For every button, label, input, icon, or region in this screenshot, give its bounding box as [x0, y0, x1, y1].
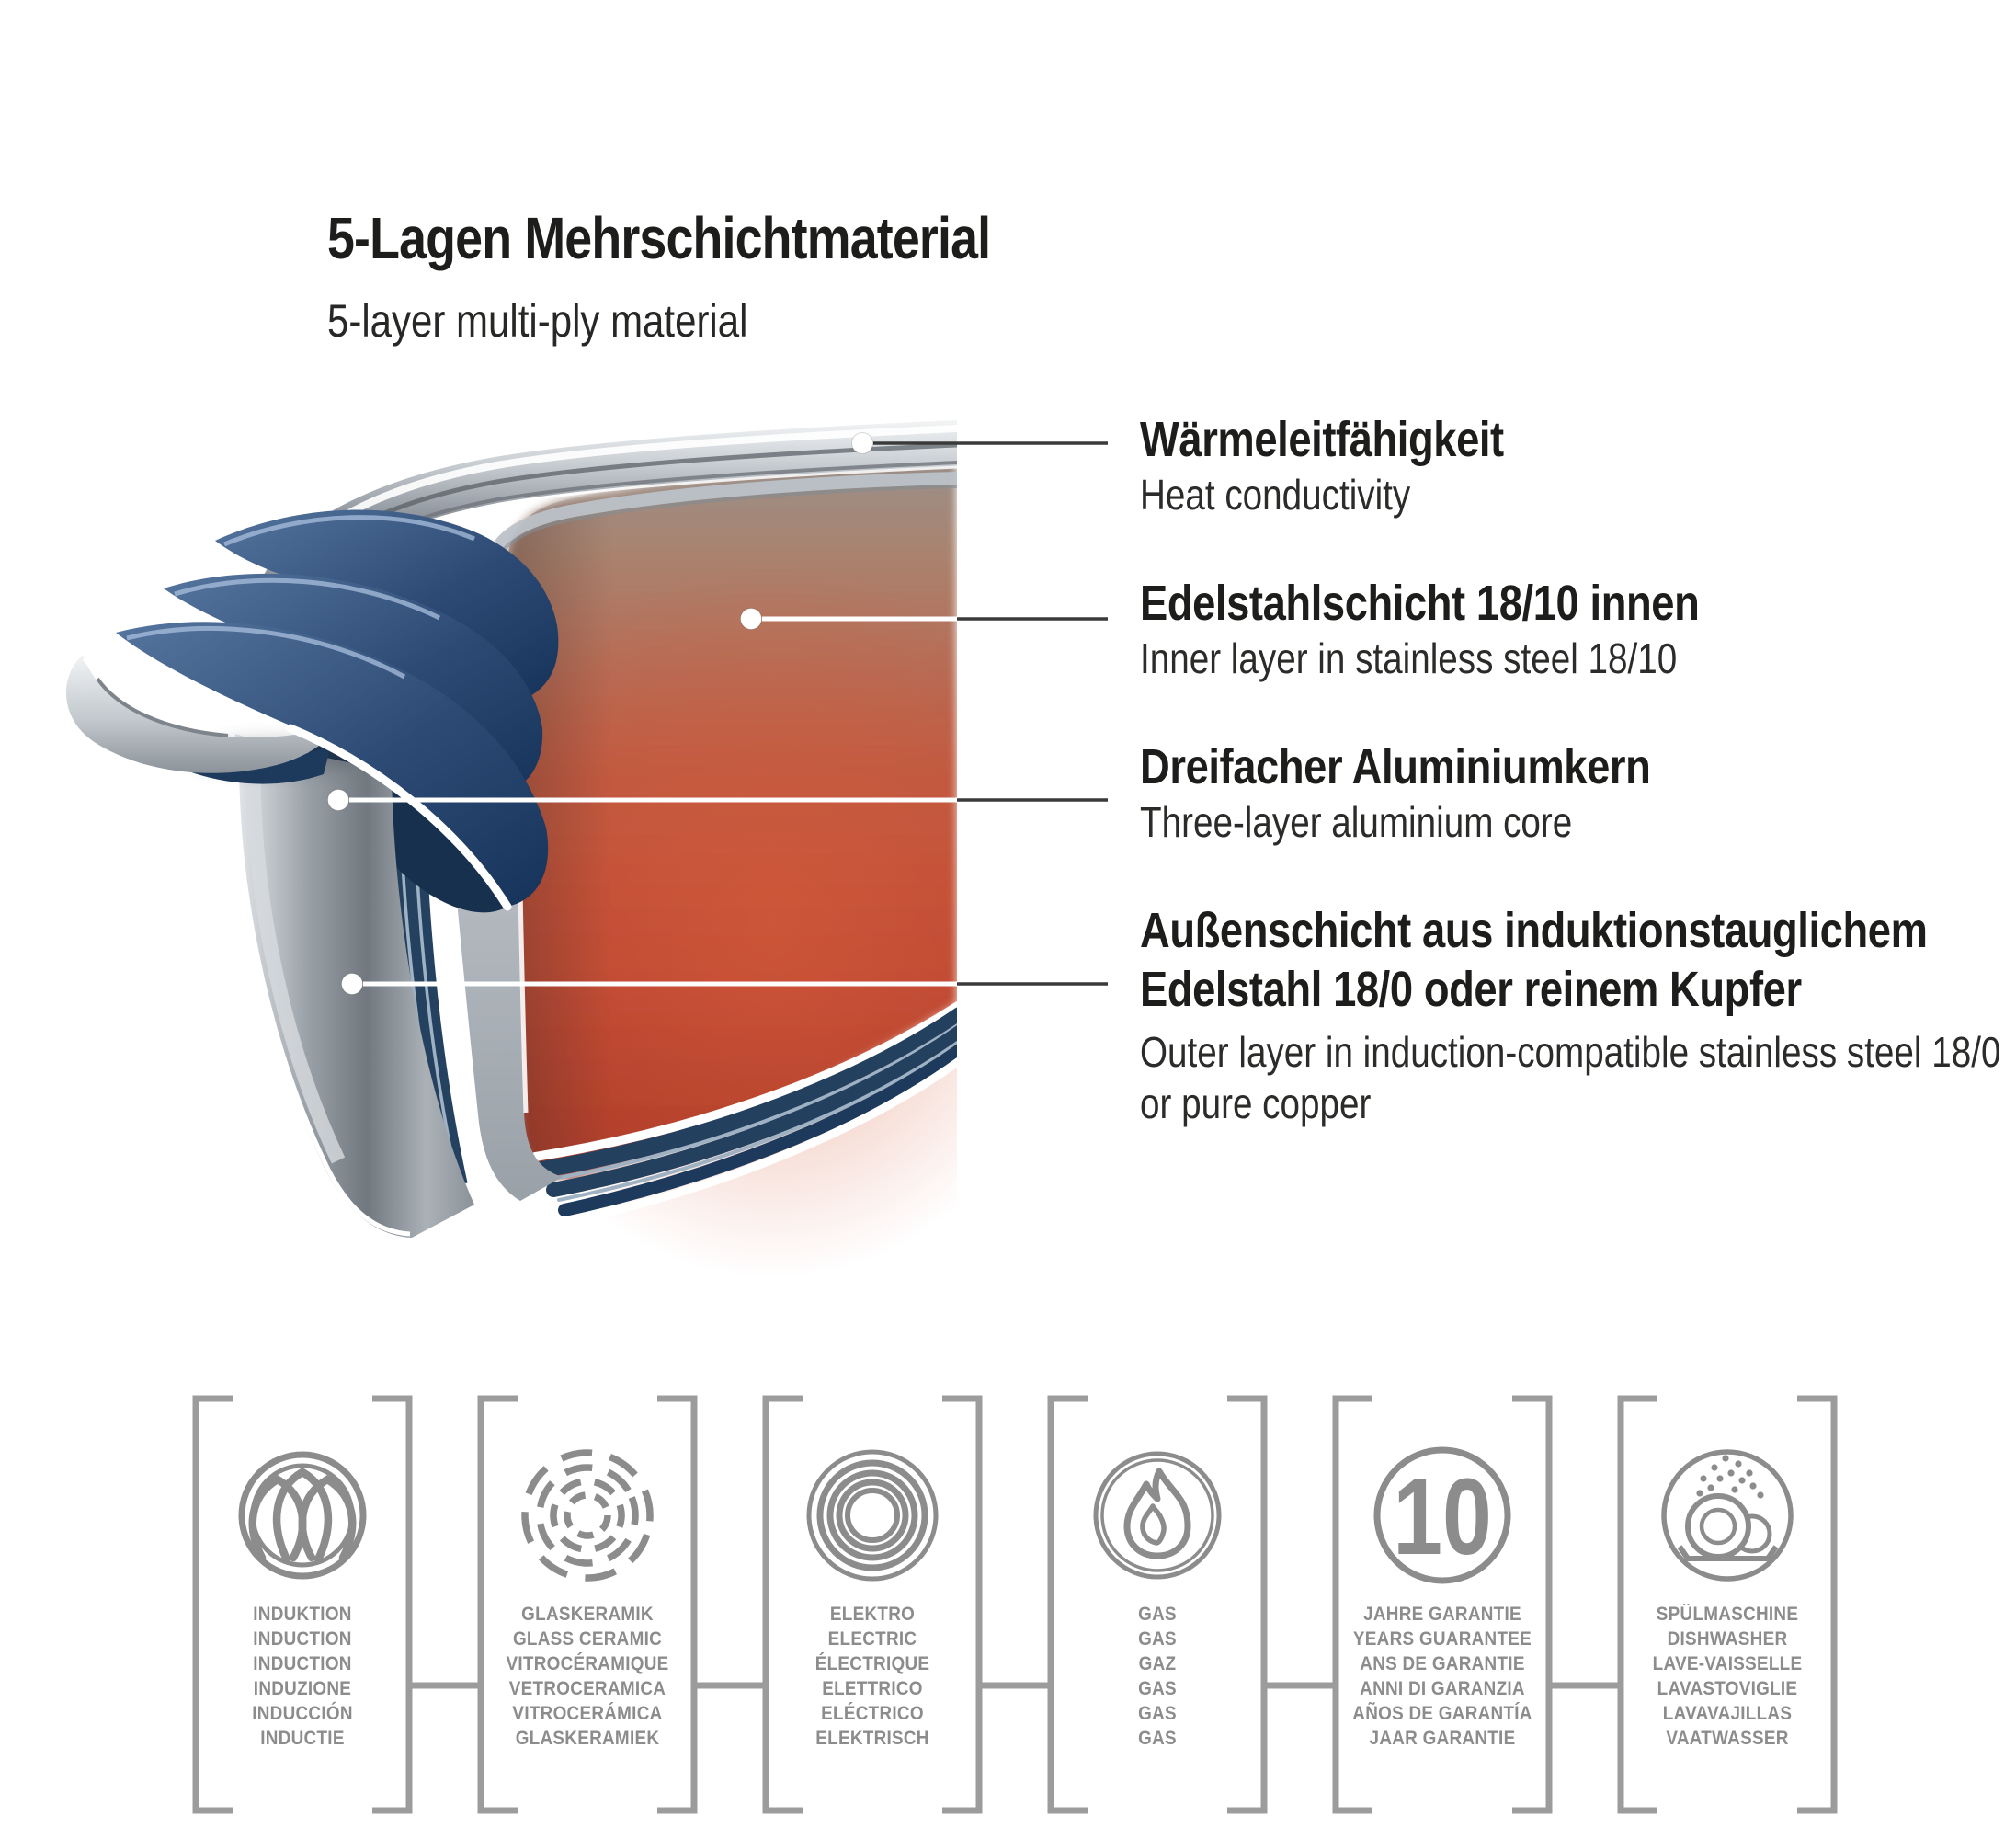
compatibility-row: [196, 1399, 1834, 1810]
callout-dot-heat: [852, 433, 873, 454]
water-spray-dots: [1696, 1455, 1763, 1498]
panel-label-glass-ceramic: GLASKERAMIK GLASS CERAMIC VITROCÉRAMIQUE VETROCERAMICA VITROCERÁMICA GLASKERAMIEK: [506, 1604, 669, 1749]
callout-dot-aluminium-core: [328, 790, 349, 811]
callout-outer-layer-sub-line2: or pure copper: [1140, 1079, 1372, 1127]
panel-label-dishwasher: SPÜLMASCHINE DISHWASHER LAVE-VAISSELLE LAVASTOVIGLIE LAVAVAJILLAS VAATWASSER: [1652, 1604, 1803, 1749]
gas-icon: [1096, 1454, 1219, 1577]
guarantee-badge-number: 10: [1393, 1455, 1492, 1578]
page-title: 5-Lagen Mehrschichtmaterial: [327, 205, 991, 271]
callout-aluminium-core-title: Dreifacher Aluminiumkern: [1140, 739, 1651, 794]
panel-label-induction: INDUKTION INDUCTION INDUCTION INDUZIONE INDUCCIÓN INDUCTIE: [252, 1604, 353, 1749]
panel-brackets: [196, 1399, 1834, 1810]
panel-label-gas: GAS GAS GAZ GAS GAS GAS: [1138, 1604, 1177, 1749]
panel-label-electric: ELEKTRO ELECTRIC ÉLECTRIQUE ELETTRICO ELÉCTRICO ELEKTRISCH: [814, 1604, 930, 1749]
guarantee-10-icon: [1377, 1450, 1508, 1581]
panel-label-guarantee: JAHRE GARANTIE YEARS GUARANTEE ANS DE GARANTIE ANNI DI GARANZIA AÑOS DE GARANTÍA JAAR GARANTIE: [1352, 1604, 1532, 1749]
callout-heat-sub: Heat conductivity: [1140, 471, 1411, 519]
dishwasher-icon: [1664, 1452, 1791, 1579]
induction-icon: [242, 1455, 363, 1576]
callout-dot-inner-layer: [741, 609, 762, 630]
callout-heat-title: Wärmeleitfähigkeit: [1140, 412, 1504, 467]
callout-outer-layer-title-line2: Edelstahl 18/0 oder reinem Kupfer: [1140, 962, 1802, 1017]
page-subtitle: 5-layer multi-ply material: [327, 295, 748, 347]
callout-inner-layer-sub: Inner layer in stainless steel 18/10: [1140, 634, 1678, 682]
callout-outer-layer-sub-line1: Outer layer in induction-compatible stainless steel 18/0: [1140, 1028, 2001, 1076]
callout-inner-layer-title: Edelstahlschicht 18/10 innen: [1140, 576, 1700, 631]
glass-ceramic-icon: [508, 1436, 666, 1593]
callout-outer-layer-title-line1: Außenschicht aus induktionstauglichem: [1140, 903, 1928, 958]
pot-cross-section-illustration: [66, 428, 1085, 1278]
electric-icon: [809, 1452, 936, 1579]
callout-aluminium-core-sub: Three-layer aluminium core: [1140, 798, 1573, 846]
callout-dot-outer-layer: [342, 974, 363, 995]
